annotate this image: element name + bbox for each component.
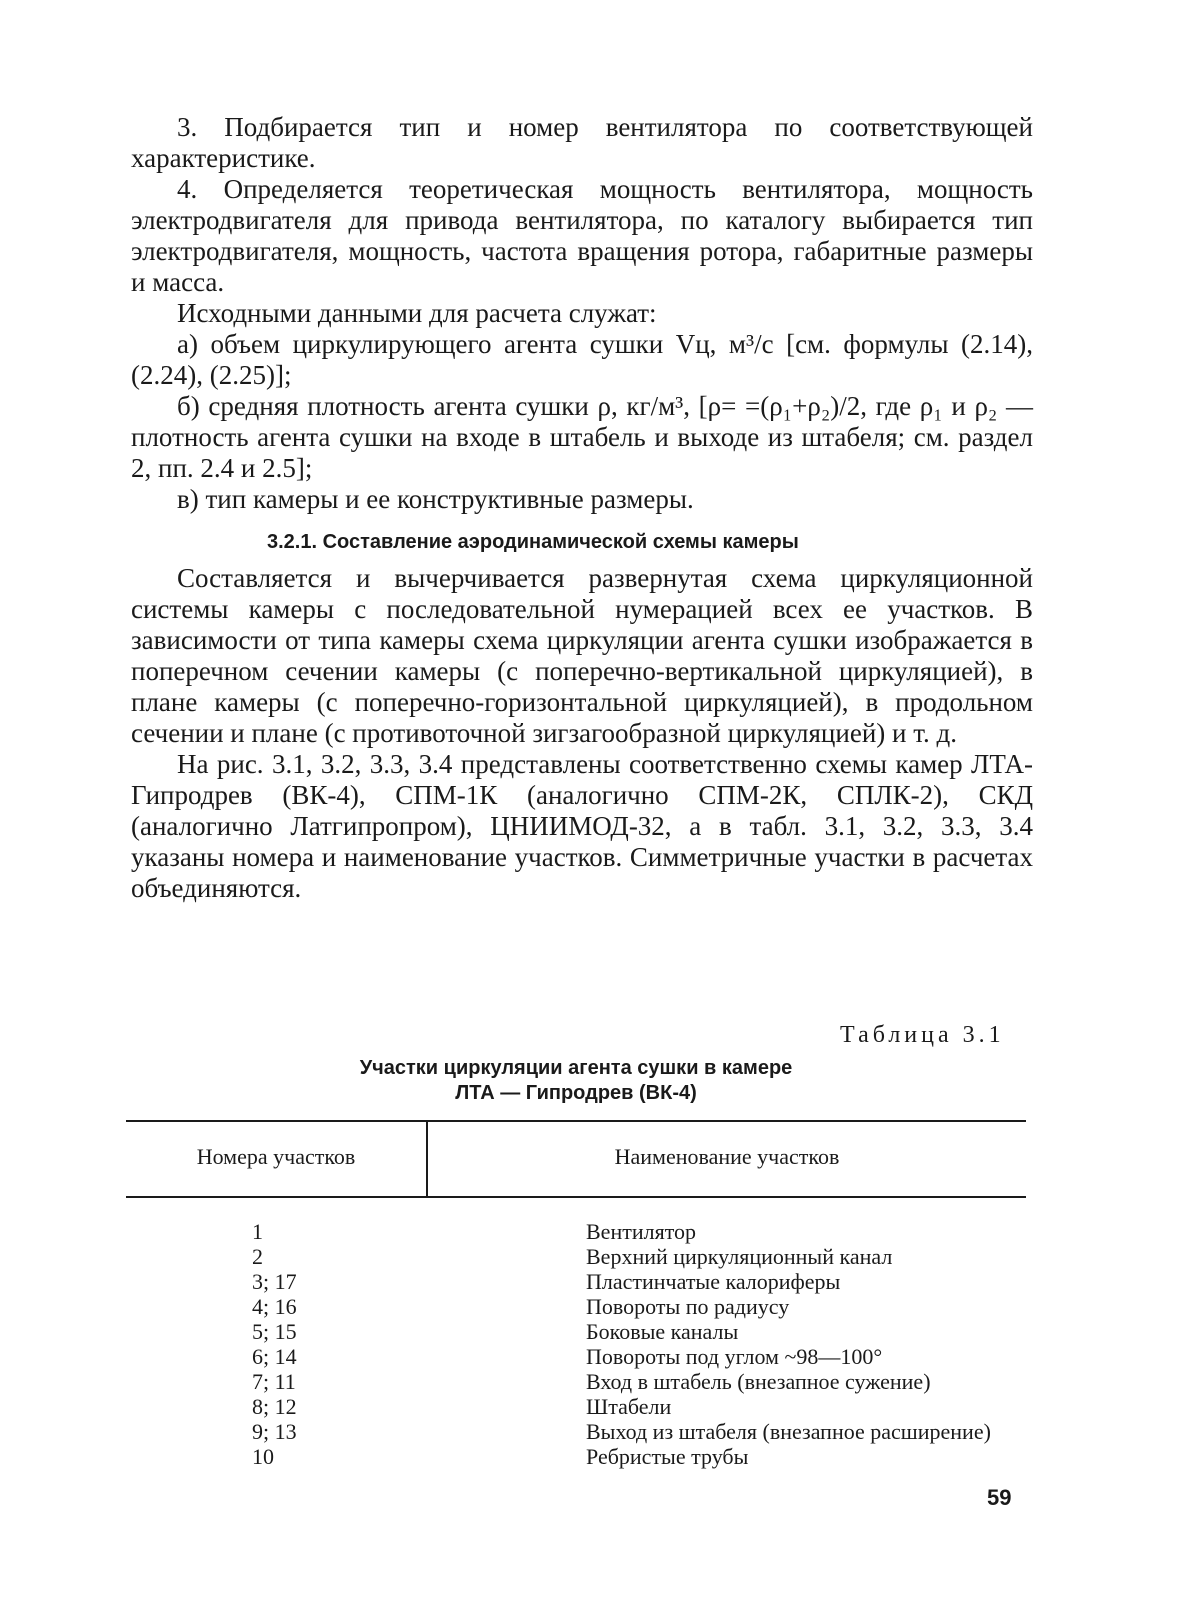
table-row	[126, 1244, 1026, 1269]
section-name: Ребристые трубы	[586, 1444, 749, 1469]
section-number: 9; 13	[252, 1419, 297, 1444]
section-name: Боковые каналы	[586, 1319, 739, 1344]
section-name: Выход из штабеля (внезапное расширение)	[586, 1419, 991, 1444]
section-number: 8; 12	[252, 1394, 297, 1419]
table-row	[126, 1219, 1026, 1244]
section-number: 7; 11	[252, 1369, 296, 1394]
table-row	[126, 1394, 1026, 1419]
table-top-rule	[126, 1120, 1026, 1122]
section-number: 4; 16	[252, 1294, 297, 1319]
section-name: Вход в штабель (внезапное сужение)	[586, 1369, 931, 1394]
table-header-numbers: Номера участков	[196, 1144, 356, 1169]
section-name: Вентилятор	[586, 1219, 697, 1244]
section-name: Штабели	[586, 1394, 672, 1419]
section-number: 2	[252, 1244, 263, 1269]
section-name: Верхний циркуляционный канал	[586, 1244, 893, 1269]
table-header-names: Наименование участков	[614, 1144, 840, 1169]
table-row	[126, 1419, 1026, 1444]
paragraph-figures: На рис. 3.1, 3.2, 3.3, 3.4 представлены соответственно схемы камер ЛТА-Гипродрев (ВК-4), СПМ-1К (аналогично СПМ-2К, СПЛК-2), СКД (аналогично Латгипропром), ЦНИИМОД-32, а в табл. 3.1, 3.2, 3.3, 3.4 указаны номера и наименование участков. Симметричные участки в расчетах объединяются.	[131, 749, 1033, 903]
section-name: Повороты по радиусу	[586, 1294, 790, 1319]
section-number: 3; 17	[252, 1269, 297, 1294]
table-row	[126, 1269, 1026, 1294]
paragraph-item-3: 3. Подбирается тип и номер вентилятора по соответствующей характеристике.	[131, 112, 1033, 173]
paragraph-b: б) средняя плотность агента сушки ρ, кг/м³, [ρ= =(ρ₁+ρ₂)/2, где ρ₁ и ρ₂ — плотность агента сушки на входе в штабель и выходе из штабеля; см. раздел 2, пп. 2.4 и 2.5];	[131, 391, 1033, 483]
section-number: 10	[252, 1444, 274, 1469]
table-row	[126, 1444, 1026, 1469]
table-row	[126, 1319, 1026, 1344]
table-header-rule	[126, 1196, 1026, 1198]
table-label: Таблица 3.1	[840, 1022, 1005, 1048]
page-number: 59	[987, 1485, 1012, 1510]
section-name: Пластинчатые калориферы	[586, 1269, 841, 1294]
table-body	[126, 1219, 1026, 1469]
section-number: 5; 15	[252, 1319, 297, 1344]
section-heading: 3.2.1. Составление аэродинамической схемы камеры	[267, 531, 799, 553]
section-number: 6; 14	[252, 1344, 297, 1369]
paragraph-input-data: Исходными данными для расчета служат:	[177, 298, 657, 328]
paragraph-a: а) объем циркулирующего агента сушки Vц, м³/с [см. формулы (2.14), (2.24), (2.25)];	[131, 329, 1033, 390]
table-row	[126, 1294, 1026, 1319]
paragraph-scheme: Составляется и вычерчивается развернутая схема циркуляционной системы камеры с последовательной нумерацией всех ее участков. В зависимости от типа камеры схема циркуляции агента сушки изображается в поперечном сечении камеры (с поперечно-вертикальной циркуляцией), в плане камеры (с поперечно-горизонтальной циркуляцией), в продольном сечении и плане (с противоточной зигзагообразной циркуляцией) и т. д.	[131, 563, 1033, 748]
paragraph-c: в) тип камеры и ее конструктивные размеры.	[177, 484, 694, 514]
table-row	[126, 1344, 1026, 1369]
table-caption	[126, 1056, 1026, 1106]
paragraph-item-4: 4. Определяется теоретическая мощность вентилятора, мощность электродвигателя для привода вентилятора, по каталогу выбирается тип электродвигателя, мощность, частота вращения ротора, габаритные размеры и масса.	[131, 174, 1033, 297]
section-name: Повороты под углом ~98—100°	[586, 1344, 883, 1369]
section-number: 1	[252, 1219, 263, 1244]
body-text	[131, 112, 1033, 904]
table-row	[126, 1369, 1026, 1394]
table-caption-line-2: ЛТА — Гипродрев (ВК-4)	[455, 1082, 697, 1104]
table-caption-line-1: Участки циркуляции агента сушки в камере	[359, 1057, 793, 1079]
